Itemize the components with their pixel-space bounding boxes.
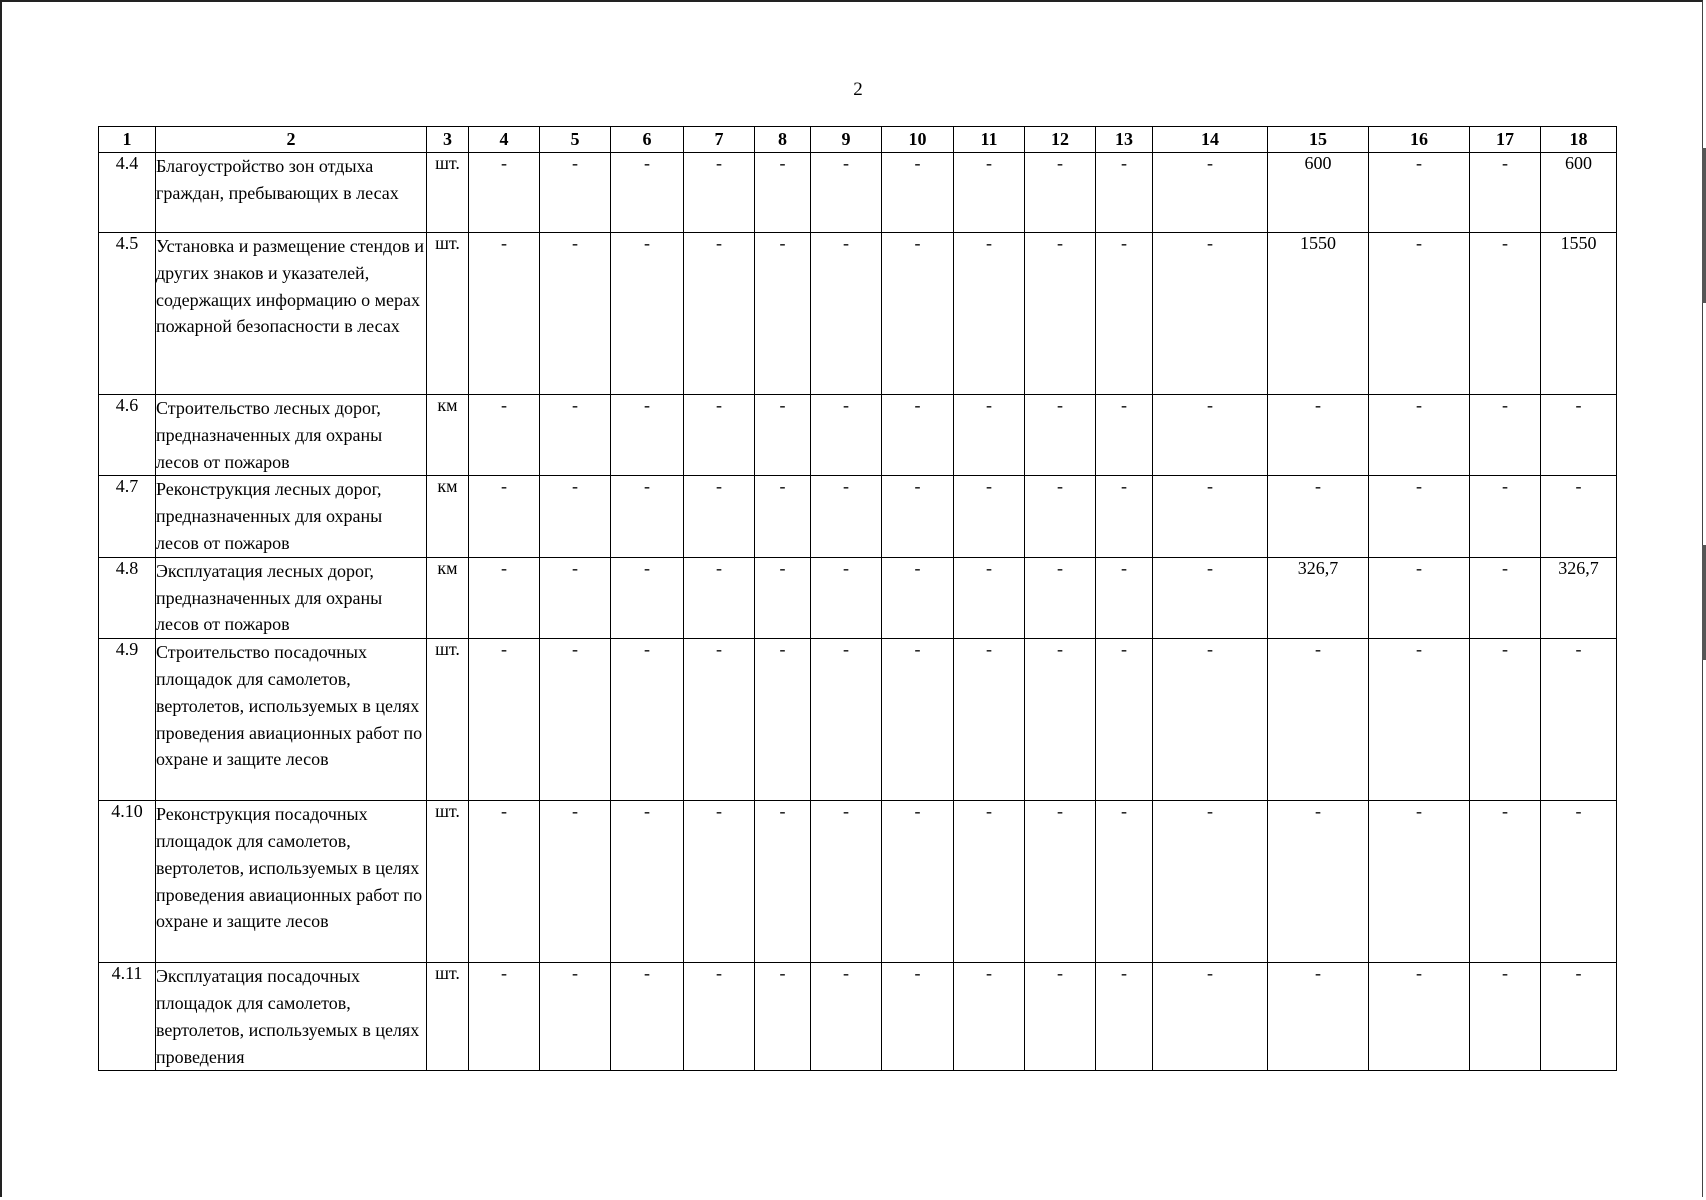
- row-value-cell: 600: [1268, 153, 1369, 233]
- row-value-cell: -: [684, 153, 755, 233]
- row-value-cell: -: [1025, 801, 1096, 963]
- row-value-cell: -: [1268, 963, 1369, 1071]
- row-unit: шт.: [427, 639, 469, 801]
- row-value-cell: -: [469, 233, 540, 395]
- column-header: 1: [99, 127, 156, 153]
- row-value-cell: -: [540, 963, 611, 1071]
- table-row: [99, 801, 1617, 963]
- row-value-cell: -: [755, 639, 811, 801]
- row-value-cell: -: [1369, 801, 1470, 963]
- row-value-cell: -: [469, 557, 540, 638]
- row-value-cell: -: [1025, 639, 1096, 801]
- row-activity-name: Благоустройство зон отдыха граждан, пребывающих в лесах: [156, 153, 427, 233]
- row-value-cell: -: [1470, 476, 1541, 557]
- column-header: 3: [427, 127, 469, 153]
- row-value-cell: -: [611, 233, 684, 395]
- row-value-cell: -: [811, 233, 882, 395]
- row-value-cell: -: [611, 557, 684, 638]
- row-activity-name: Реконструкция лесных дорог, предназначенных для охраны лесов от пожаров: [156, 476, 427, 557]
- row-value-cell: -: [1025, 476, 1096, 557]
- column-header: 16: [1369, 127, 1470, 153]
- column-header: 12: [1025, 127, 1096, 153]
- row-value-cell: -: [882, 639, 954, 801]
- row-value-cell: -: [611, 153, 684, 233]
- row-value-cell: -: [611, 639, 684, 801]
- row-value-cell: -: [755, 153, 811, 233]
- row-value-cell: -: [954, 233, 1025, 395]
- row-number: 4.9: [99, 639, 156, 801]
- row-number: 4.5: [99, 233, 156, 395]
- row-value-cell: -: [1025, 153, 1096, 233]
- row-value-cell: 326,7: [1268, 557, 1369, 638]
- row-number: 4.10: [99, 801, 156, 963]
- row-value-cell: -: [469, 153, 540, 233]
- row-value-cell: -: [611, 395, 684, 476]
- row-unit: км: [427, 476, 469, 557]
- row-activity-name: Эксплуатация лесных дорог, предназначенных для охраны лесов от пожаров: [156, 557, 427, 638]
- data-table: [98, 126, 1617, 1071]
- column-header: 10: [882, 127, 954, 153]
- row-value-cell: -: [1470, 395, 1541, 476]
- column-header: 2: [156, 127, 427, 153]
- column-header: 9: [811, 127, 882, 153]
- row-value-cell: -: [611, 476, 684, 557]
- column-header: 14: [1153, 127, 1268, 153]
- row-unit: км: [427, 557, 469, 638]
- row-value-cell: -: [882, 153, 954, 233]
- row-value-cell: -: [755, 801, 811, 963]
- row-value-cell: -: [1025, 395, 1096, 476]
- row-value-cell: -: [755, 395, 811, 476]
- row-value-cell: -: [1096, 963, 1153, 1071]
- row-value-cell: -: [540, 233, 611, 395]
- row-value-cell: -: [1153, 801, 1268, 963]
- table-row: [99, 153, 1617, 233]
- row-value-cell: -: [811, 963, 882, 1071]
- row-value-cell: -: [1153, 639, 1268, 801]
- row-number: 4.11: [99, 963, 156, 1071]
- row-value-cell: -: [882, 395, 954, 476]
- row-unit: шт.: [427, 153, 469, 233]
- row-value-cell: -: [811, 476, 882, 557]
- row-value-cell: -: [1369, 639, 1470, 801]
- row-value-cell: -: [1025, 963, 1096, 1071]
- row-value-cell: -: [811, 557, 882, 638]
- row-value-cell: -: [1268, 801, 1369, 963]
- column-header: 13: [1096, 127, 1153, 153]
- row-value-cell: -: [1096, 557, 1153, 638]
- row-value-cell: -: [684, 476, 755, 557]
- row-activity-name: Строительство посадочных площадок для самолетов, вертолетов, используемых в целях проведения авиационных работ по охране и защите лесов: [156, 639, 427, 801]
- row-value-cell: 1550: [1268, 233, 1369, 395]
- table-header-row: [99, 127, 1617, 153]
- row-value-cell: -: [469, 639, 540, 801]
- row-value-cell: -: [1268, 395, 1369, 476]
- column-header: 8: [755, 127, 811, 153]
- row-value-cell: -: [540, 153, 611, 233]
- row-value-cell: -: [755, 963, 811, 1071]
- row-value-cell: -: [540, 639, 611, 801]
- row-value-cell: -: [954, 476, 1025, 557]
- row-value-cell: -: [1096, 153, 1153, 233]
- scan-edge-mark: [1702, 545, 1706, 660]
- row-value-cell: -: [1025, 557, 1096, 638]
- row-value-cell: -: [755, 557, 811, 638]
- row-value-cell: 1550: [1541, 233, 1617, 395]
- table-row: [99, 639, 1617, 801]
- row-value-cell: -: [1096, 476, 1153, 557]
- row-value-cell: -: [1096, 233, 1153, 395]
- row-value-cell: -: [882, 476, 954, 557]
- row-activity-name: Строительство лесных дорог, предназначенных для охраны лесов от пожаров: [156, 395, 427, 476]
- row-value-cell: -: [1369, 153, 1470, 233]
- table-row: [99, 476, 1617, 557]
- row-value-cell: -: [1153, 153, 1268, 233]
- row-value-cell: -: [1470, 557, 1541, 638]
- row-value-cell: -: [684, 639, 755, 801]
- table-row: [99, 557, 1617, 638]
- row-number: 4.8: [99, 557, 156, 638]
- row-activity-name: Реконструкция посадочных площадок для самолетов, вертолетов, используемых в целях проведения авиационных работ по охране и защите лесов: [156, 801, 427, 963]
- row-value-cell: -: [684, 395, 755, 476]
- table-row: [99, 963, 1617, 1071]
- row-unit: шт.: [427, 801, 469, 963]
- row-value-cell: -: [469, 395, 540, 476]
- table-row: [99, 395, 1617, 476]
- row-value-cell: -: [611, 963, 684, 1071]
- row-value-cell: -: [954, 153, 1025, 233]
- row-unit: шт.: [427, 963, 469, 1071]
- column-header: 4: [469, 127, 540, 153]
- row-value-cell: -: [755, 233, 811, 395]
- row-value-cell: -: [1369, 476, 1470, 557]
- row-value-cell: -: [954, 395, 1025, 476]
- row-value-cell: -: [1096, 639, 1153, 801]
- row-value-cell: -: [1470, 639, 1541, 801]
- row-unit: км: [427, 395, 469, 476]
- row-value-cell: -: [954, 639, 1025, 801]
- row-value-cell: -: [540, 395, 611, 476]
- row-value-cell: -: [882, 801, 954, 963]
- row-value-cell: -: [1025, 233, 1096, 395]
- row-value-cell: -: [684, 801, 755, 963]
- row-value-cell: -: [1541, 395, 1617, 476]
- row-value-cell: -: [1470, 801, 1541, 963]
- column-header: 11: [954, 127, 1025, 153]
- row-value-cell: -: [1470, 963, 1541, 1071]
- row-value-cell: -: [684, 963, 755, 1071]
- scan-edge-mark: [1702, 148, 1706, 303]
- row-value-cell: -: [611, 801, 684, 963]
- row-activity-name: Эксплуатация посадочных площадок для самолетов, вертолетов, используемых в целях проведения: [156, 963, 427, 1071]
- row-value-cell: -: [1153, 395, 1268, 476]
- column-header: 6: [611, 127, 684, 153]
- row-value-cell: -: [1153, 557, 1268, 638]
- row-value-cell: -: [1153, 963, 1268, 1071]
- row-value-cell: -: [1153, 233, 1268, 395]
- column-header: 15: [1268, 127, 1369, 153]
- row-value-cell: -: [954, 801, 1025, 963]
- row-value-cell: -: [1541, 639, 1617, 801]
- table-row: [99, 233, 1617, 395]
- table-body: [99, 153, 1617, 1071]
- row-value-cell: -: [1096, 801, 1153, 963]
- row-value-cell: 326,7: [1541, 557, 1617, 638]
- row-value-cell: -: [1153, 476, 1268, 557]
- row-unit: шт.: [427, 233, 469, 395]
- row-value-cell: -: [811, 153, 882, 233]
- row-number: 4.4: [99, 153, 156, 233]
- row-number: 4.7: [99, 476, 156, 557]
- row-value-cell: -: [882, 557, 954, 638]
- row-value-cell: -: [469, 963, 540, 1071]
- row-activity-name: Установка и размещение стендов и других знаков и указателей, содержащих информацию о мерах пожарной безопасности в лесах: [156, 233, 427, 395]
- row-value-cell: -: [684, 233, 755, 395]
- row-value-cell: -: [811, 639, 882, 801]
- row-value-cell: -: [1369, 233, 1470, 395]
- column-header: 7: [684, 127, 755, 153]
- row-value-cell: -: [811, 395, 882, 476]
- row-value-cell: 600: [1541, 153, 1617, 233]
- page-number: 2: [853, 79, 863, 100]
- row-value-cell: -: [469, 476, 540, 557]
- row-value-cell: -: [1369, 557, 1470, 638]
- row-value-cell: -: [540, 801, 611, 963]
- row-value-cell: -: [1541, 801, 1617, 963]
- row-value-cell: -: [1369, 395, 1470, 476]
- row-value-cell: -: [755, 476, 811, 557]
- row-value-cell: -: [882, 233, 954, 395]
- column-header: 5: [540, 127, 611, 153]
- row-value-cell: -: [1470, 153, 1541, 233]
- row-value-cell: -: [954, 557, 1025, 638]
- row-value-cell: -: [684, 557, 755, 638]
- row-value-cell: -: [1268, 639, 1369, 801]
- row-value-cell: -: [1369, 963, 1470, 1071]
- row-value-cell: -: [540, 476, 611, 557]
- row-value-cell: -: [1268, 476, 1369, 557]
- row-value-cell: -: [1541, 963, 1617, 1071]
- row-value-cell: -: [540, 557, 611, 638]
- row-value-cell: -: [1470, 233, 1541, 395]
- row-number: 4.6: [99, 395, 156, 476]
- column-header: 18: [1541, 127, 1617, 153]
- row-value-cell: -: [882, 963, 954, 1071]
- row-value-cell: -: [1096, 395, 1153, 476]
- row-value-cell: -: [1541, 476, 1617, 557]
- row-value-cell: -: [954, 963, 1025, 1071]
- row-value-cell: -: [811, 801, 882, 963]
- column-header: 17: [1470, 127, 1541, 153]
- row-value-cell: -: [469, 801, 540, 963]
